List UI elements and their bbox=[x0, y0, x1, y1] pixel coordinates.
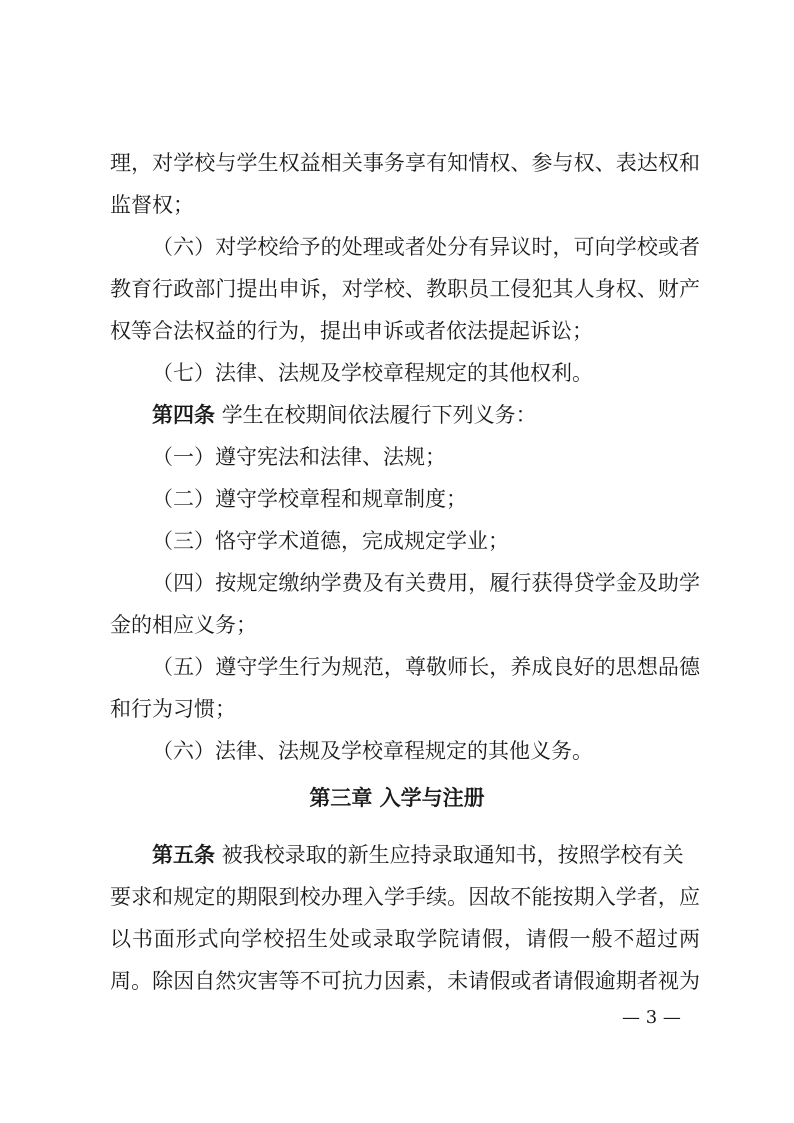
body-line: 以书面形式向学校招生处或录取学院请假，请假一般不超过两 bbox=[110, 927, 700, 951]
body-line: 周。除因自然灾害等不可抗力因素，未请假或者请假逾期者视为 bbox=[110, 969, 700, 993]
body-line: （五）遵守学生行为规范，尊敬师长，养成良好的思想品德 bbox=[152, 655, 700, 679]
body-line: 和行为习惯； bbox=[110, 697, 236, 721]
body-line: （二）遵守学校章程和规章制度； bbox=[152, 487, 467, 511]
article-label: 第五条 bbox=[152, 843, 215, 867]
body-line: （三）恪守学术道德，完成规定学业； bbox=[152, 529, 509, 553]
article-text: 学生在校期间依法履行下列义务： bbox=[221, 403, 537, 427]
body-line: 要求和规定的期限到校办理入学手续。因故不能按期入学者，应 bbox=[110, 885, 700, 909]
body-line: （六）法律、法规及学校章程规定的其他义务。 bbox=[152, 739, 593, 763]
body-line: （六）对学校给予的处理或者处分有异议时，可向学校或者 bbox=[152, 235, 700, 259]
body-line: 金的相应义务； bbox=[110, 613, 257, 637]
body-line: （四）按规定缴纳学费及有关费用，履行获得贷学金及助学 bbox=[152, 571, 700, 595]
body-line: 理，对学校与学生权益相关事务享有知情权、参与权、表达权和 bbox=[110, 151, 700, 175]
article-4-line bbox=[152, 395, 537, 435]
article-text: 被我校录取的新生应持录取通知书，按照学校有关 bbox=[221, 843, 684, 867]
body-line: 监督权； bbox=[110, 193, 194, 217]
article-label: 第四条 bbox=[152, 403, 215, 427]
page-number: — 3 — bbox=[622, 1007, 681, 1028]
body-line: （一）遵守宪法和法律、法规； bbox=[152, 445, 446, 469]
chapter-heading: 第三章 入学与注册 bbox=[309, 786, 485, 810]
body-line: 权等合法权益的行为，提出申诉或者依法提起诉讼； bbox=[110, 319, 593, 343]
article-5-line bbox=[152, 835, 684, 875]
body-line: （七）法律、法规及学校章程规定的其他权利。 bbox=[152, 361, 593, 385]
body-line: 教育行政部门提出申诉，对学校、教职员工侵犯其人身权、财产 bbox=[110, 277, 700, 301]
